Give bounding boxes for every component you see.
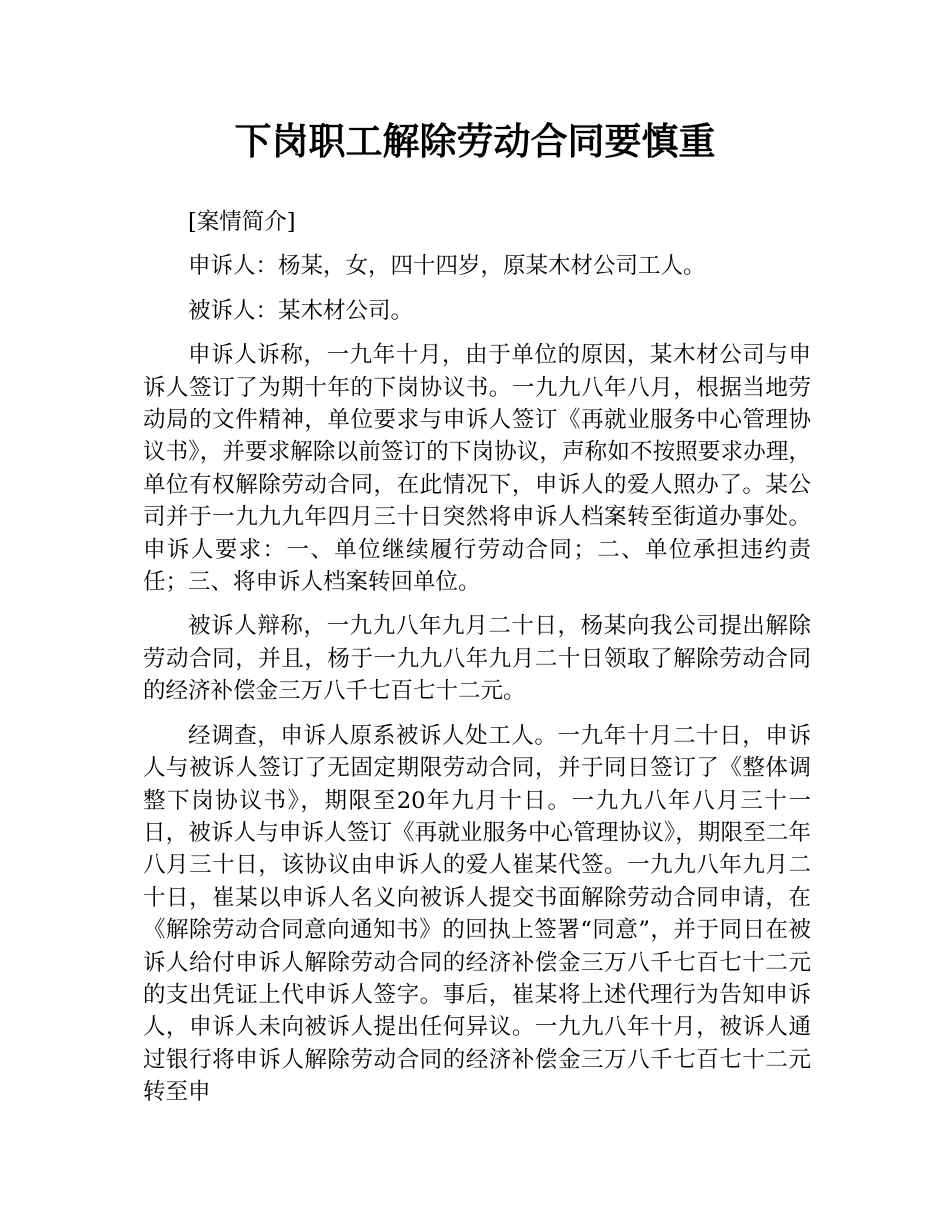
- complaint-paragraph: 申诉人诉称，一九年十月，由于单位的原因，某木材公司与申诉人签订了为期十年的下岗协议书。一九九八年八月，根据当地劳动局的文件精神，单位要求与申诉人签订《再就业服务中心管理协议书》，并要求解除以前签订的下岗协议，声称如不按照要求办理，单位有权解除劳动合同，在此情况下，申诉人的爱人照办了。某公司并于一九九九年四月三十日突然将申诉人档案转至街道办事处。申诉人要求：一、单位继续履行劳动合同；二、单位承担违约责任；三、将申诉人档案转回单位。: [143, 342, 811, 596]
- document-body: [143, 206, 811, 1121]
- investigation-paragraph: 经调查，申诉人原系被诉人处工人。一九年十月二十日，申诉人与被诉人签订了无固定期限劳动合同，并于同日签订了《整体调整下岗协议书》，期限至20年九月十日。一九九八年八月三十一日，被诉人与申诉人签订《再就业服务中心管理协议》，期限至二年八月三十日，该协议由申诉人的爱人崔某代签。一九九八年九月二十日，崔某以申诉人名义向被诉人提交书面解除劳动合同申请，在《解除劳动合同意向通知书》的回执上签署“同意”，并于同日在被诉人给付申诉人解除劳动合同的经济补偿金三万八千七百七十二元的支出凭证上代申诉人签字。事后，崔某将上述代理行为告知申诉人，申诉人未向被诉人提出任何异议。一九九八年十月，被诉人通过银行将申诉人解除劳动合同的经济补偿金三万八千七百七十二元转至申: [143, 722, 811, 1106]
- document-title: 下岗职工解除劳动合同要慎重: [234, 120, 716, 163]
- defense-paragraph: 被诉人辩称，一九九八年九月二十日，杨某向我公司提出解除劳动合同，并且，杨于一九九八年九月二十日领取了解除劳动合同的经济补偿金三万八千七百七十二元。: [143, 613, 811, 705]
- section-heading: [案情简介]: [188, 209, 296, 235]
- respondent-line: 被诉人：某木材公司。: [188, 297, 414, 324]
- complainant-line: 申诉人：杨某，女，四十四岁，原某木材公司工人。: [188, 253, 706, 280]
